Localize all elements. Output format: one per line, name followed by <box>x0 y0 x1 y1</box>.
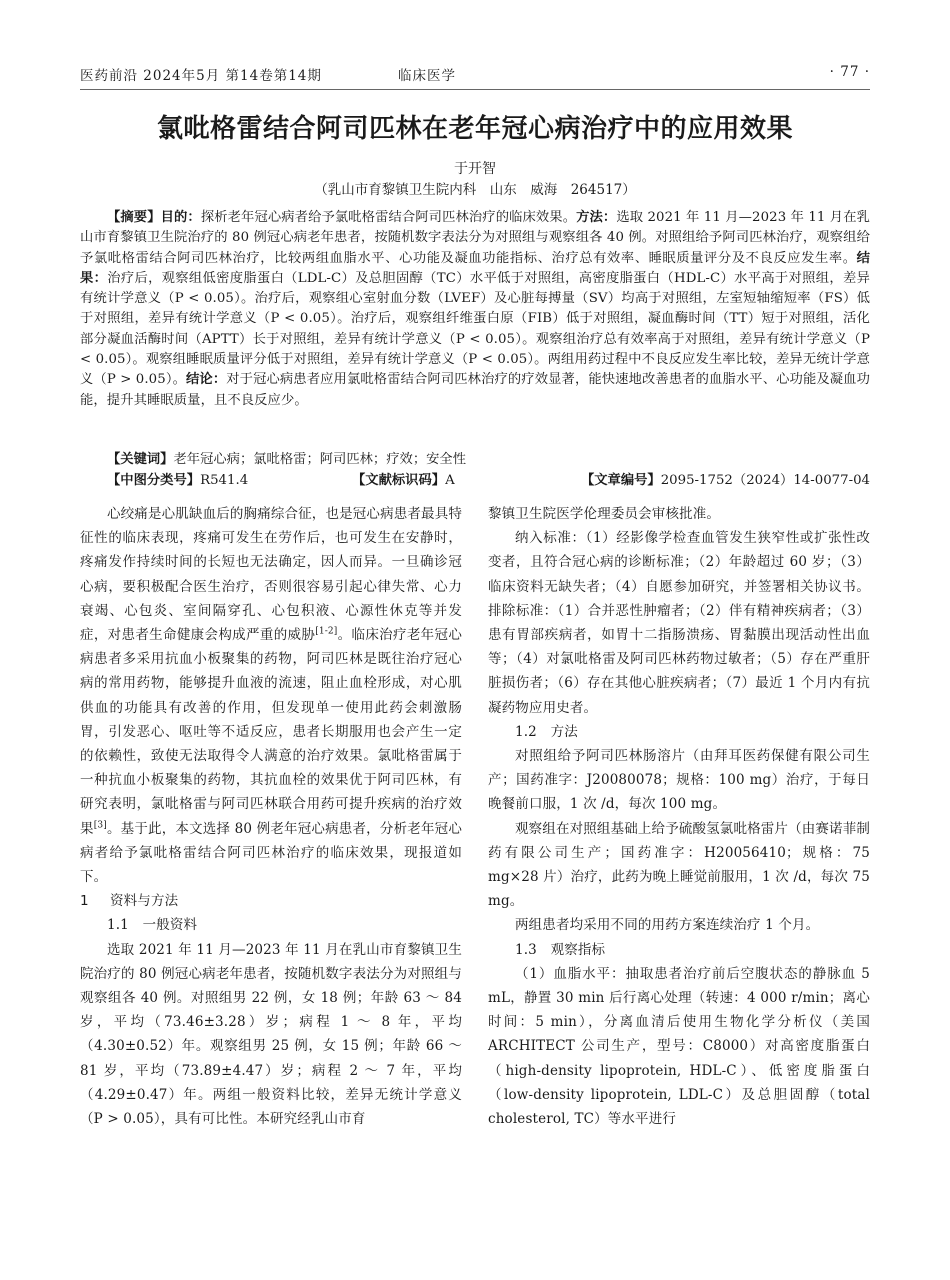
criteria-paragraph: 纳入标准：（1）经影像学检查血管发生狭窄性或扩张性改变者，且符合冠心病的诊断标准；（2）年龄超过 60 岁；（3）临床资料无缺失者；（4）自愿参加研究，并签署相关协议书。排除标准：（1）合并恶性肿瘤者；（2）伴有精神疾病者；（3）患有胃部疾病者，如胃十二指肠溃疡、胃黏膜出现活动性出血等；（4）对氯吡格雷及阿司匹林药物过敏者；（5）存在严重肝脏损伤者；（6）存在其他心脏疾病者；（7）最近 1 个月内有抗凝药物应用史者。 <box>488 530 870 716</box>
body-left-column <box>80 502 462 1131</box>
header-divider <box>80 89 870 90</box>
abstract <box>80 208 870 411</box>
blood-lipid-paragraph: （1）血脂水平：抽取患者治疗前后空腹状态的静脉血 5 mL，静置 30 min 后行离心处理（转速：4 000 r/min；离心时间：5 min），分离血清后使用生物化学分析仪（美国 ARCHITECT 公司生产，型号：C8000）对高密度脂蛋白（high-density lipoprotein, HDL-C）、低密度脂蛋白（low-density lipoprotein, LDL-C）及总胆固醇（total cholesterol, TC）等水平进行 <box>488 965 870 1128</box>
author-name: 于开智 <box>454 161 496 177</box>
clc-label: 【中图分类号】 <box>107 473 201 488</box>
subsection-heading-1-3: 1.3 观察指标 <box>515 941 606 958</box>
running-header <box>80 62 870 86</box>
citation-3: [3] <box>93 820 107 831</box>
conclusion-text: 对于冠心病患者应用氯吡格雷结合阿司匹林治疗的疗效显著，能快速地改善患者的血脂水平、心功能及凝血功能，提升其睡眠质量，且不良反应少。 <box>80 372 870 408</box>
treatment-duration: 两组患者均采用不同的用药方案连续治疗 1 个月。 <box>515 917 820 934</box>
objective-text: 探析老年冠心病者给予氯吡格雷结合阿司匹林治疗的临床效果。 <box>200 210 577 225</box>
paper-title: 氯吡格雷结合阿司匹林在老年冠心病治疗中的应用效果 <box>156 114 793 144</box>
classification-line <box>80 471 870 491</box>
keywords-text: 老年冠心病；氯吡格雷；阿司匹林；疗效；安全性 <box>173 452 467 467</box>
ethics-continuation: 黎镇卫生院医学伦理委员会审核批准。 <box>488 506 721 522</box>
intro-text-3: 。基于此，本文选择 80 例老年冠心病患者，分析老年冠心病者给予氯吡格雷结合阿司匹林治疗的临床效果，现报道如下。 <box>80 820 462 886</box>
journal-info: 医药前沿 2024年5月 第14卷第14期 <box>80 68 322 84</box>
methods-label: 方法： <box>576 210 617 225</box>
keywords-label: 【关键词】 <box>107 452 174 467</box>
author-affiliation: （乳山市育黎镇卫生院内科 山东 威海 264517） <box>314 182 636 198</box>
abstract-label: 【摘要】 <box>107 210 161 225</box>
section-number: 1 <box>80 893 89 910</box>
section-title: 资料与方法 <box>110 893 179 910</box>
keywords <box>80 450 870 470</box>
citation-1-2: [1-2] <box>315 626 338 637</box>
objective-label: 目的： <box>160 210 201 225</box>
general-data-paragraph: 选取 2021 年 11 月—2023 年 11 月在乳山市育黎镇卫生院治疗的 80 例冠心病老年患者，按随机数字表法分为对照组与观察组各 40 例。对照组男 22 例，女 18 例；年龄 63 ～ 84 岁，平均（73.46±3.28）岁；病程 1 ～ 8 年，平均（4.30±0.52）年。观察组男 25 例，女 15 例；年龄 66 ～ 81 岁，平均（73.89±4.47）岁；病程 2 ～ 7 年，平均（4.29±0.47）年。两组一般资料比较，差异无统计学意义（P > 0.05），具有可比性。本研究经乳山市育 <box>80 941 462 1128</box>
article-value: 2095-1752（2024）14-0077-04 <box>660 473 870 488</box>
doc-code-value: A <box>445 473 455 488</box>
article-label: 【文章编号】 <box>580 473 661 488</box>
control-group-method: 对照组给予阿司匹林肠溶片（由拜耳医药保健有限公司生产；国药准字：J20080078；规格：100 mg）治疗，于每日晚餐前口服，1 次 /d，每次 100 mg。 <box>488 748 870 813</box>
intro-paragraph <box>80 502 462 889</box>
intro-text-1: 心绞痛是心肌缺血后的胸痛综合征，也是冠心病患者最具特征性的临床表现，疼痛可发生在劳作后，也可发生在安静时，疼痛发作持续时间的长短也无法确定，因人而异。一旦确诊冠心病，要积极配合医生治疗，否则很容易引起心律失常、心力衰竭、心包炎、室间隔穿孔、心包积液、心源性休克等并发症，对患者生命健康会构成严重的威胁 <box>80 506 462 644</box>
subsection-heading-1-2: 1.2 方法 <box>515 723 578 740</box>
results-label: 结果： <box>80 250 870 286</box>
clc-number <box>107 471 248 491</box>
body-right-column <box>488 502 870 1131</box>
clc-value: R541.4 <box>200 473 249 488</box>
section-heading-1 <box>80 889 462 913</box>
page-number: · 77 · <box>829 64 870 80</box>
results-text: 治疗后，观察组低密度脂蛋白（LDL-C）及总胆固醇（TC）水平低于对照组，高密度脂蛋白（HDL-C）水平高于对照组，差异有统计学意义（P < 0.05）。治疗后，观察组心室射血分数（LVEF）及心脏每搏量（SV）均高于对照组，左室短轴缩短率（FS）低于对照组，差异有统计学意义（P < 0.05）。治疗后，观察组纤维蛋白原（FIB）低于对照组，凝血酶时间（TT）短于对照组，活化部分凝血活酶时间（APTT）长于对照组，差异有统计学意义（P < 0.05）。观察组治疗总有效率高于对照组，差异有统计学意义（P < 0.05）。观察组睡眠质量评分低于对照组，差异有统计学意义（P < 0.05）。两组用药过程中不良反应发生率比较，差异无统计学意义（P > 0.05）。 <box>80 270 870 388</box>
methods-text: 选取 2021 年 11 月—2023 年 11 月在乳山市育黎镇卫生院治疗的 80 例冠心病老年患者，按随机数字表法分为对照组与观察组各 40 例。对照组给予阿司匹林治疗，观察组给予氯吡格雷结合阿司匹林治疗，比较两组血脂水平、心功能及凝血功能指标、治疗总有效率、睡眠质量评分及不良反应发生率。 <box>80 210 871 266</box>
conclusion-label: 结论： <box>186 372 227 388</box>
document-code <box>352 471 455 491</box>
subsection-heading-1-1: 1.1 一般资料 <box>107 917 198 934</box>
article-number <box>581 471 870 491</box>
intro-text-2: 。临床治疗老年冠心病患者多采用抗血小板聚集的药物，阿司匹林是既往治疗冠心病的常用药物，能够提升血液的流速，阻止血栓形成，对心肌供血的功能具有改善的作用，但发现单一使用此药会刺激肠胃，引发恶心、呕吐等不适反应，患者长期服用也会产生一定的依赖性，致使无法取得令人满意的治疗效果。氯吡格雷属于一种抗血小板聚集的药物，其抗血栓的效果优于阿司匹林，有研究表明，氯吡格雷与阿司匹林联合用药可提升疾病的治疗效果 <box>80 627 462 837</box>
section-name: 临床医学 <box>398 68 456 84</box>
doc-code-label: 【文献标识码】 <box>352 473 446 488</box>
observation-group-method: 观察组在对照组基础上给予硫酸氢氯吡格雷片（由赛诺菲制药有限公司生产；国药准字：H20056410；规格：75 mg×28 片）治疗，此药为晚上睡觉前服用，1 次 /d，每次 75 mg。 <box>488 820 870 910</box>
